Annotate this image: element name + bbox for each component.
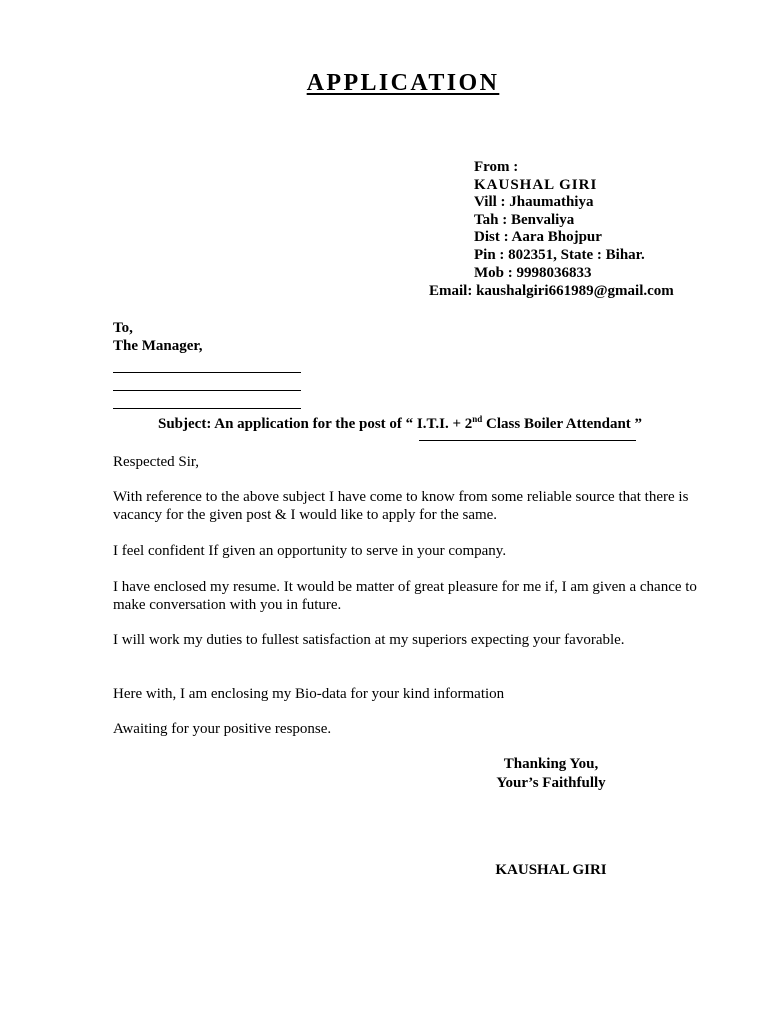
sender-tahsil: Tah : Benvaliya bbox=[474, 211, 575, 228]
sender-name: KAUSHAL GIRI bbox=[474, 176, 598, 193]
body-paragraph: Awaiting for your positive response. bbox=[113, 721, 332, 737]
document-title: APPLICATION bbox=[306, 70, 500, 96]
recipient-title: The Manager, bbox=[113, 338, 203, 354]
closing-faithfully: Your’s Faithfully bbox=[496, 774, 606, 791]
sender-address bbox=[474, 159, 645, 282]
subject-line bbox=[158, 416, 642, 433]
sender-district: Dist : Aara Bhojpur bbox=[474, 229, 602, 246]
body-paragraph: I feel confident If given an opportunity to serve in your company. bbox=[113, 543, 507, 559]
subject-post-rest: Class Boiler Attendant bbox=[482, 416, 631, 432]
body-paragraph: Here with, I am enclosing my Bio-data for your kind information bbox=[113, 686, 505, 702]
signature-name: KAUSHAL GIRI bbox=[495, 862, 607, 878]
closing-thanks: Thanking You, bbox=[503, 756, 599, 772]
body-paragraph: I will work my duties to fullest satisfaction at my superiors expecting your favorable. bbox=[113, 632, 625, 648]
to-label: To, bbox=[113, 320, 133, 336]
sender-pin-state: Pin : 802351, State : Bihar. bbox=[474, 246, 645, 263]
address-blank-line bbox=[113, 390, 301, 391]
recipient-block bbox=[113, 319, 202, 355]
sender-mobile: Mob : 9998036833 bbox=[474, 264, 592, 281]
salutation: Respected Sir, bbox=[113, 454, 200, 470]
subject-underline bbox=[419, 440, 636, 441]
subject-suffix: ” bbox=[630, 416, 643, 432]
subject-prefix: Subject: An application for the post of “ bbox=[158, 416, 417, 432]
sender-email: Email: kaushalgiri661989@gmail.com bbox=[429, 283, 674, 299]
address-blank-line bbox=[113, 372, 301, 373]
address-blank-line bbox=[113, 408, 301, 409]
subject-post-part: I.T.I. + 2 bbox=[416, 416, 473, 432]
from-label: From : bbox=[474, 159, 519, 175]
sender-village: Vill : Jhaumathiya bbox=[474, 194, 594, 211]
body-paragraph: With reference to the above subject I have come to know from some reliable source that there is vacancy for the given post & I would like to apply for the same. bbox=[113, 489, 689, 523]
subject-post-ordinal: nd bbox=[472, 414, 483, 424]
body-paragraph: I have enclosed my resume. It would be matter of great pleasure for me if, I am given a chance to make conversation with you in future. bbox=[113, 579, 697, 613]
closing-block bbox=[470, 755, 632, 792]
